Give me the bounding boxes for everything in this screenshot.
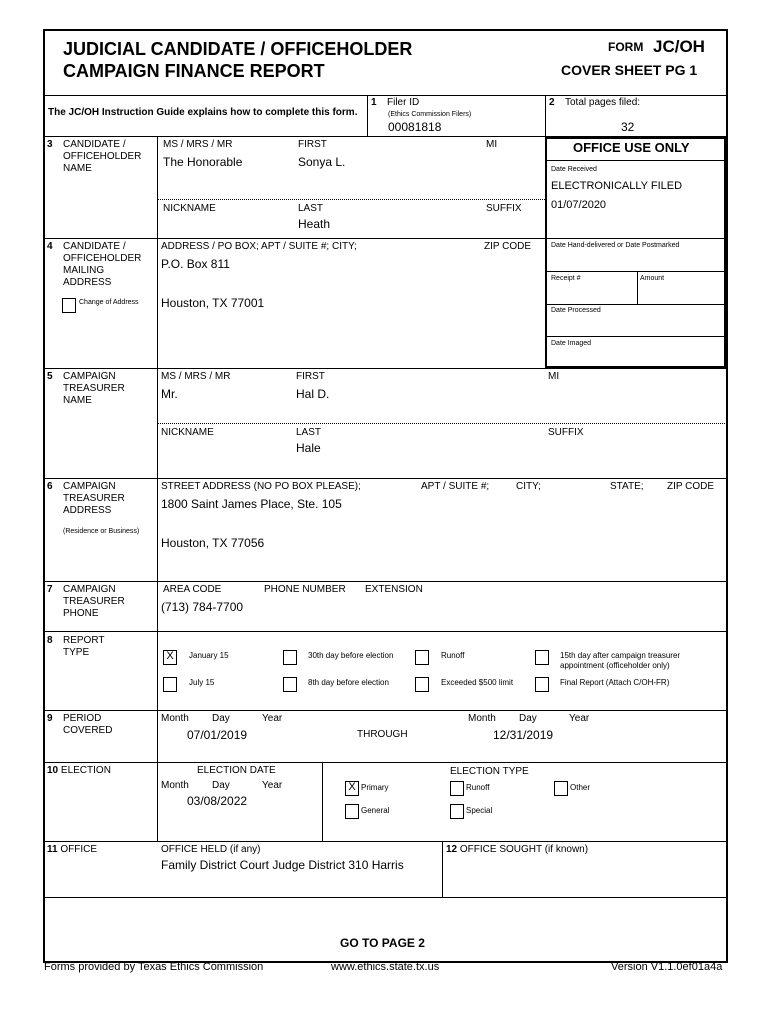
election-type-label: ELECTION TYPE: [450, 766, 529, 777]
through-label: THROUGH: [357, 729, 408, 740]
election-type-general-checkbox[interactable]: [345, 804, 359, 819]
amount-label: Amount: [640, 275, 665, 282]
section-9-label-2: COVERED: [63, 725, 113, 736]
election-day-label: Day: [212, 780, 230, 791]
section-9-number: 9: [47, 713, 53, 724]
footer-website[interactable]: www.ethics.state.tx.us: [331, 961, 440, 973]
form-word: FORM: [608, 40, 644, 54]
candidate-first-value[interactable]: Sonya L.: [298, 155, 346, 169]
form-code: JC/OH: [653, 37, 705, 56]
report-type-january-15-checkbox[interactable]: X: [163, 650, 177, 665]
section-5-label-2: TREASURER: [63, 383, 125, 394]
change-of-address-checkbox[interactable]: [62, 298, 76, 313]
section-3-label-2: OFFICEHOLDER: [63, 151, 142, 162]
section-3-label-3: NAME: [63, 163, 92, 174]
office-use-title: OFFICE USE ONLY: [573, 140, 690, 155]
section-9-label-1: PERIOD: [63, 713, 102, 724]
report-type-january-15-label: January 15: [189, 651, 229, 660]
area-code-label: AREA CODE: [163, 584, 222, 595]
report-type-runoff-checkbox[interactable]: [415, 650, 429, 665]
street-label: STREET ADDRESS (NO PO BOX PLEASE);: [161, 481, 361, 492]
report-type-runoff-label: Runoff: [441, 651, 465, 660]
date-received-value: 01/07/2020: [551, 199, 607, 211]
section-8-label-2: TYPE: [63, 647, 90, 658]
section-10-label: 10 ELECTION: [47, 765, 111, 776]
election-type-special-checkbox[interactable]: [450, 804, 464, 819]
report-type-july-15-checkbox[interactable]: [163, 677, 177, 692]
report-type-july-15-label: July 15: [189, 678, 215, 687]
treasurer-last-label: LAST: [296, 427, 322, 438]
section-4-label-2: OFFICEHOLDER: [63, 253, 142, 264]
section-5-label-3: NAME: [63, 395, 92, 406]
report-type-15th-day-label: 15th day after campaign treasurer: [560, 651, 681, 660]
date-received-label: Date Received: [551, 166, 597, 173]
election-date-value[interactable]: 03/08/2022: [187, 794, 248, 808]
section-8-number: 8: [47, 635, 53, 646]
date-processed-label: Date Processed: [551, 307, 601, 314]
section-6-label-2: TREASURER: [63, 493, 125, 504]
candidate-last-label: LAST: [298, 203, 324, 214]
candidate-title-value[interactable]: The Honorable: [163, 155, 243, 169]
treasurer-suffix-label: SUFFIX: [548, 427, 584, 438]
section-3-label-1: CANDIDATE /: [63, 139, 126, 150]
extension-label: EXTENSION: [365, 584, 423, 595]
section-11-label: 11 OFFICE: [47, 844, 98, 855]
treasurer-mi-label: MI: [548, 371, 560, 382]
change-of-address-label: Change of Address: [79, 299, 139, 306]
candidate-last-value[interactable]: Heath: [298, 217, 331, 231]
phone-number-label: PHONE NUMBER: [264, 584, 346, 595]
candidate-first-label: FIRST: [298, 139, 327, 150]
receipt-label: Receipt #: [551, 275, 581, 282]
footer-version: Version V1.1.0ef01a4a: [611, 961, 723, 973]
section-4-label-4: ADDRESS: [63, 277, 112, 288]
report-type-15th-day-checkbox[interactable]: [535, 650, 549, 665]
treasurer-first-label: FIRST: [296, 371, 325, 382]
section-4-number: 4: [47, 241, 53, 252]
form-title-line1: JUDICIAL CANDIDATE / OFFICEHOLDER: [63, 39, 413, 59]
filer-id-sublabel: (Ethics Commission Filers): [388, 111, 472, 118]
section-3-number: 3: [47, 139, 53, 150]
apt-label: APT / SUITE #;: [421, 481, 490, 492]
state-label: STATE;: [610, 481, 644, 492]
section-5-number: 5: [47, 371, 53, 382]
report-type-exceeded-checkbox[interactable]: [415, 677, 429, 692]
treasurer-title-label: MS / MRS / MR: [161, 371, 231, 382]
zip-label: ZIP CODE: [667, 481, 715, 492]
election-type-primary-label: Primary: [361, 783, 389, 792]
report-type-30th-day-checkbox[interactable]: [283, 650, 297, 665]
report-type-8th-day-label: 8th day before election: [308, 678, 389, 687]
footer-provided-by: Forms provided by Texas Ethics Commission: [44, 961, 264, 973]
candidate-nickname-label: NICKNAME: [163, 203, 216, 214]
candidate-address-line2[interactable]: Houston, TX 77001: [161, 296, 265, 310]
instructions-text: The JC/OH Instruction Guide explains how to complete this form.: [48, 107, 358, 118]
candidate-zip-label: ZIP CODE: [484, 241, 532, 252]
report-type-30th-day-label: 30th day before election: [308, 651, 394, 660]
section-4-label-1: CANDIDATE /: [63, 241, 126, 252]
period-to-year-label: Year: [569, 713, 590, 724]
section-6-number: 6: [47, 481, 53, 492]
election-type-general-label: General: [361, 806, 390, 815]
period-from-day-label: Day: [212, 713, 230, 724]
treasurer-address-line1[interactable]: 1800 Saint James Place, Ste. 105: [161, 497, 342, 511]
filer-id-number: 1: [371, 97, 377, 108]
treasurer-address-line2[interactable]: Houston, TX 77056: [161, 536, 265, 550]
election-type-special-label: Special: [466, 806, 493, 815]
treasurer-last-value[interactable]: Hale: [296, 441, 321, 455]
hand-delivered-label: Date Hand-delivered or Date Postmarked: [551, 242, 680, 249]
section-7-label-3: PHONE: [63, 608, 99, 619]
office-sought-label: 12 OFFICE SOUGHT (if known): [446, 844, 589, 855]
candidate-address-line1[interactable]: P.O. Box 811: [161, 257, 230, 271]
section-7-label-2: TREASURER: [63, 596, 125, 607]
period-to-month-label: Month: [468, 713, 496, 724]
total-pages-number: 2: [549, 97, 555, 108]
office-held-value[interactable]: Family District Court Judge District 310 Harris: [161, 858, 404, 872]
treasurer-nickname-label: NICKNAME: [161, 427, 214, 438]
period-to-day-label: Day: [519, 713, 537, 724]
election-date-label: ELECTION DATE: [197, 765, 276, 776]
section-6-label-1: CAMPAIGN: [63, 481, 116, 492]
residence-label: (Residence or Business): [63, 528, 140, 535]
candidate-mi-label: MI: [486, 139, 498, 150]
filing-status: ELECTRONICALLY FILED: [551, 180, 683, 192]
total-pages-label: Total pages filed:: [565, 97, 641, 108]
section-6-label-3: ADDRESS: [63, 505, 112, 516]
section-8-label-1: REPORT: [63, 635, 105, 646]
period-from-month-label: Month: [161, 713, 189, 724]
period-to-value[interactable]: 12/31/2019: [493, 728, 554, 742]
treasurer-first-value[interactable]: Hal D.: [296, 387, 330, 401]
treasurer-title-value[interactable]: Mr.: [161, 387, 178, 401]
election-year-label: Year: [262, 780, 283, 791]
date-imaged-label: Date Imaged: [551, 340, 592, 347]
report-type-final-checkbox[interactable]: [535, 677, 549, 692]
report-type-15th-day-label-2: appointment (officeholder only): [560, 661, 670, 670]
election-type-runoff-checkbox[interactable]: [450, 781, 464, 796]
section-7-number: 7: [47, 584, 53, 595]
total-pages-value[interactable]: 32: [621, 120, 635, 134]
election-type-runoff-label: Runoff: [466, 783, 490, 792]
section-4-label-3: MAILING: [63, 265, 105, 276]
candidate-title-label: MS / MRS / MR: [163, 139, 233, 150]
treasurer-phone-value[interactable]: (713) 784-7700: [161, 600, 244, 614]
filer-id-label: Filer ID: [387, 97, 420, 108]
section-7-label-1: CAMPAIGN: [63, 584, 116, 595]
report-type-8th-day-checkbox[interactable]: [283, 677, 297, 692]
candidate-suffix-label: SUFFIX: [486, 203, 522, 214]
report-type-final-label: Final Report (Attach C/OH-FR): [560, 678, 670, 687]
go-to-page-2: GO TO PAGE 2: [340, 936, 425, 950]
report-type-exceeded-label: Exceeded $500 limit: [441, 678, 514, 687]
city-label: CITY;: [516, 481, 541, 492]
filer-id-value[interactable]: 00081818: [388, 120, 442, 134]
election-type-primary-checkbox[interactable]: X: [345, 781, 359, 796]
election-type-other-checkbox[interactable]: [554, 781, 568, 796]
section-5-label-1: CAMPAIGN: [63, 371, 116, 382]
candidate-address-field-labels: ADDRESS / PO BOX; APT / SUITE #; CITY;: [161, 241, 357, 252]
form-title-line2: CAMPAIGN FINANCE REPORT: [63, 61, 325, 81]
period-from-value[interactable]: 07/01/2019: [187, 728, 248, 742]
election-type-other-label: Other: [570, 783, 591, 792]
period-from-year-label: Year: [262, 713, 283, 724]
office-held-label: OFFICE HELD (if any): [161, 844, 261, 855]
cover-sheet-label: COVER SHEET PG 1: [561, 62, 698, 78]
election-month-label: Month: [161, 780, 189, 791]
